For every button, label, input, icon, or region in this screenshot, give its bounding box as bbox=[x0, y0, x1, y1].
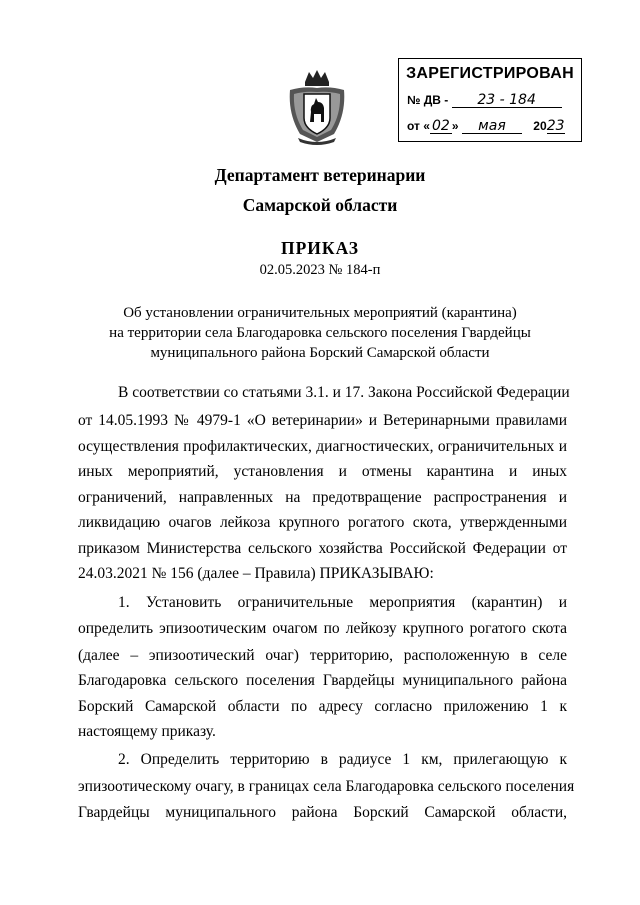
body-line: ограничений, направленных на предотвращение распространения и bbox=[78, 489, 567, 506]
stamp-date-month: мая bbox=[462, 119, 522, 134]
body-line: приказом Министерства сельского хозяйства Российской Федерации от bbox=[78, 540, 567, 557]
body-line: настоящему приказу. bbox=[78, 723, 216, 740]
order-subject bbox=[90, 303, 550, 363]
subject-line: на территории села Благодаровка сельского поселения Гвардейцы bbox=[109, 325, 531, 341]
subject-line: муниципального района Борский Самарской области bbox=[150, 345, 490, 361]
body-line: иных мероприятий, установления и отмены карантина и иных bbox=[78, 463, 567, 480]
stamp-date-prefix: от « bbox=[407, 119, 430, 133]
stamp-year-prefix: 20 bbox=[533, 119, 547, 133]
stamp-number-label: № ДВ - bbox=[407, 93, 449, 107]
department-name-line1: Департамент ветеринарии bbox=[214, 165, 426, 185]
body-line: 1. Установить ограничительные мероприятия (карантин) и bbox=[118, 594, 567, 611]
registration-stamp bbox=[398, 58, 582, 142]
stamp-number-row bbox=[407, 93, 562, 108]
order-date-number: 02.05.2023 № 184-п bbox=[259, 262, 381, 278]
body-line: определить эпизоотическим очагом по лейкозу крупного рогатого скота bbox=[78, 620, 567, 637]
stamp-year-suffix: 23 bbox=[546, 118, 565, 134]
department-name-line2: Самарской области bbox=[242, 195, 398, 215]
stamp-number-value: 23 - 184 bbox=[452, 93, 562, 108]
body-line: ликвидацию очагов лейкоза крупного рогатого скота, утвержденными bbox=[78, 514, 567, 531]
body-line: от 14.05.1993 № 4979-1 «О ветеринарии» и Ветеринарными правилами bbox=[78, 412, 567, 429]
body-line: 2. Определить территорию в радиусе 1 км, прилегающую к bbox=[118, 751, 567, 768]
body-line: (далее – эпизоотический очаг) территорию, расположенную в селе bbox=[78, 647, 567, 664]
stamp-title: ЗАРЕГИСТРИРОВАН bbox=[406, 65, 574, 82]
body-line: эпизоотическому очагу, в границах села Благодаровка сельского поселения bbox=[78, 778, 575, 795]
stamp-date-day: 02 bbox=[430, 119, 452, 134]
body-line: Борский Самарской области по адресу согласно приложению 1 к bbox=[78, 698, 567, 715]
order-title: ПРИКАЗ bbox=[280, 238, 360, 258]
body-line: Благодаровка сельского поселения Гвардейцы муниципального района bbox=[78, 672, 567, 689]
body-line: 24.03.2021 № 156 (далее – Правила) ПРИКАЗЫВАЮ: bbox=[78, 565, 434, 582]
body-line: осуществления профилактических, диагностических, ограничительных и bbox=[78, 438, 567, 455]
stamp-date-mid: » bbox=[451, 119, 459, 133]
body-line: Гвардейцы муниципального района Борский Самарской области, bbox=[78, 804, 567, 821]
body-line: В соответствии со статьями 3.1. и 17. Закона Российской Федерации bbox=[118, 384, 570, 401]
stamp-date-row bbox=[407, 119, 565, 134]
subject-line: Об установлении ограничительных мероприятий (карантина) bbox=[123, 305, 517, 321]
coat-of-arms-emblem bbox=[286, 68, 348, 146]
